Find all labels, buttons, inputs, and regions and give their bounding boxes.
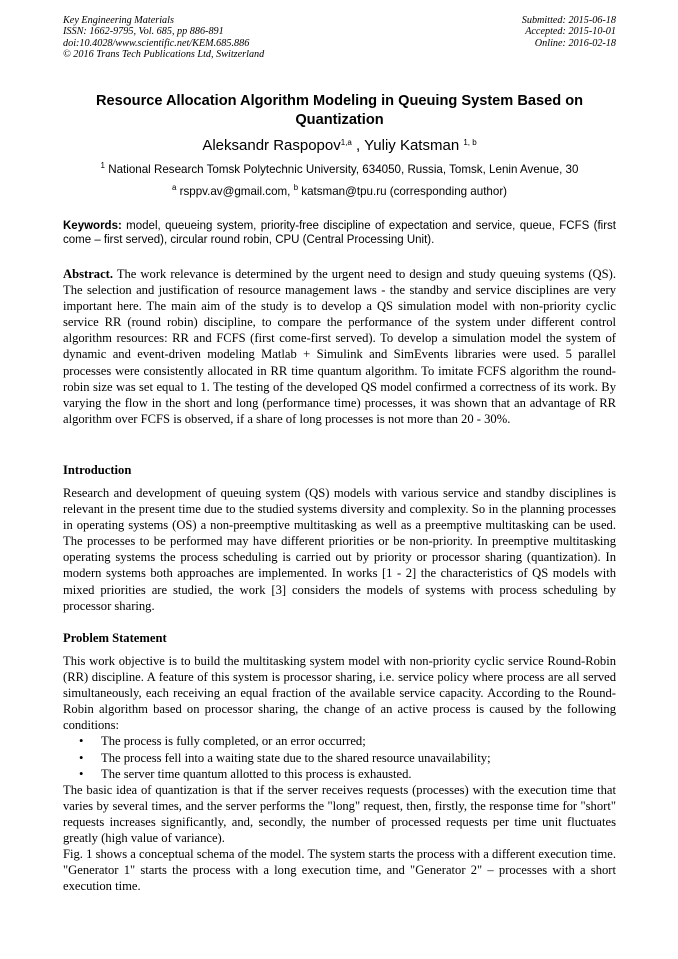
email-b: katsman@tpu.ru (corresponding author) (298, 185, 508, 198)
problem-paragraph-2: The basic idea of quantization is that if the server receives requests (processes) with the execution time that varies by several times, and the server performs the "long" request, then, firstly, the response time for "short" requests increases significantly, and, secondly, the number of processed requests per time unit fluctuates greatly (high value of variance). (63, 782, 616, 846)
email-marker-b: b (293, 183, 299, 192)
list-item (63, 750, 616, 766)
journal-info (63, 15, 264, 60)
journal-doi: doi:10.4028/www.scientific.net/KEM.685.886 (63, 37, 250, 49)
submitted-date: Submitted: 2015-06-18 (521, 15, 616, 26)
publication-dates (522, 15, 616, 49)
author-1: Aleksandr Raspopov (202, 137, 341, 154)
paper-title (63, 92, 616, 129)
keywords-label: Keywords: (63, 220, 122, 232)
author-separator: , (351, 137, 365, 154)
abstract (63, 266, 616, 427)
journal-copyright: © 2016 Trans Tech Publications Ltd, Switzerland (63, 48, 265, 60)
list-item-text: The server time quantum allotted to this process is exhausted. (101, 766, 412, 781)
affiliation-marker: 1 (100, 161, 105, 170)
author-emails (63, 184, 616, 200)
bullet-icon: • (79, 766, 84, 781)
email-marker-a: a (171, 183, 177, 192)
journal-name: Key Engineering Materials (63, 15, 174, 26)
accepted-date: Accepted: 2015-10-01 (525, 26, 616, 38)
problem-paragraph-1: This work objective is to build the multitasking system model with non-priority cyclic service Round-Robin (RR) discipline. A feature of this system is processor sharing, i.e. service policy where process are all served simultaneously, each receiving an equal fraction of the available service capacity. According to the Round-Robin algorithm based on processor sharing, the change of an active process is caused by the following conditions: (63, 654, 616, 733)
abstract-label: Abstract. (63, 267, 114, 281)
bullet-icon: • (79, 750, 84, 765)
list-item (63, 733, 616, 749)
title-line-1: Resource Allocation Algorithm Modeling in Queuing System Based on (95, 93, 584, 109)
problem-statement-body (63, 653, 616, 894)
author-1-affiliation: 1,a (340, 138, 352, 147)
author-list (63, 136, 616, 156)
author-2-affiliation: 1, b (463, 138, 477, 147)
abstract-text: The work relevance is determined by the urgent need to design and study queuing systems (QS). The selection and justification of resource management laws - the standby and service disciplines are very important here. The main aim of the study is to develop a QS simulation model with non-priority cyclic service RR (round robin) discipline, to compare the performance of the system under different control algorithm resources: RR and FCFS (first come-first served). To develop a simulation model the system of dynamic and event-driven modeling Matlab + Simulink and SimEvents libraries were used. 5 parallel processes were consistently allocated in RR time quantum algorithm. To imitate FCFS algorithm the round-robin size was set equal to 1. The testing of the developed QS model confirmed a correctness of its work. By varying the flow in the short and long (performance time) processes, it was shown that an advantage of RR algorithm over FCFS is observed, if a share of long processes is not more than 20 - 30%. (63, 267, 616, 426)
introduction-text: Research and development of queuing system (QS) models with various service and standby disciplines is relevant in the present time due to the studied systems diversity and complexity. So in the planning processes in operating systems (OS) a non-preemptive multitasking as well as a preemptive multitasking can be used. The processes to be performed may have different priorities or be non-priority. In preemptive multitasking operating systems the process scheduling is carried out by priority or processor sharing (quantization). In modern systems both approaches are implemented. In works [1 - 2] the characteristics of QS models with mixed priorities are studied, the work [3] considers the models of systems with process scheduling by processor sharing. (63, 486, 616, 613)
journal-issn: ISSN: 1662-9795, Vol. 685, pp 886-891 (63, 26, 224, 38)
list-item-text: The process fell into a waiting state due to the shared resource unavailability; (101, 750, 491, 765)
bullet-icon: • (79, 734, 84, 749)
title-line-2: Quantization (295, 111, 384, 128)
affiliation-text: National Research Tomsk Polytechnic University, 634050, Russia, Tomsk, Lenin Avenue, 30 (105, 163, 579, 176)
online-date: Online: 2016-02-18 (534, 37, 616, 49)
email-a: rsppv.av@gmail.com, (176, 185, 294, 198)
list-item-text: The process is fully completed, or an error occurred; (101, 734, 366, 749)
keywords-text: model, queueing system, priority-free discipline of expectation and service, queue, FCFS (first come – first served), circular round robin, CPU (Central Processing Unit). (63, 220, 616, 247)
author-2: Yuliy Katsman (364, 137, 460, 154)
introduction-heading: Introduction (63, 463, 132, 477)
keywords (63, 219, 616, 247)
problem-paragraph-3: Fig. 1 shows a conceptual schema of the model. The system starts the process with a different execution time. "Generator 1" starts the process with a long execution time, and "Generator 2" – processes with a short execution time. (63, 847, 616, 894)
list-item (63, 766, 616, 782)
affiliation (63, 162, 616, 178)
problem-statement-heading: Problem Statement (63, 631, 167, 645)
conditions-list (63, 733, 616, 781)
